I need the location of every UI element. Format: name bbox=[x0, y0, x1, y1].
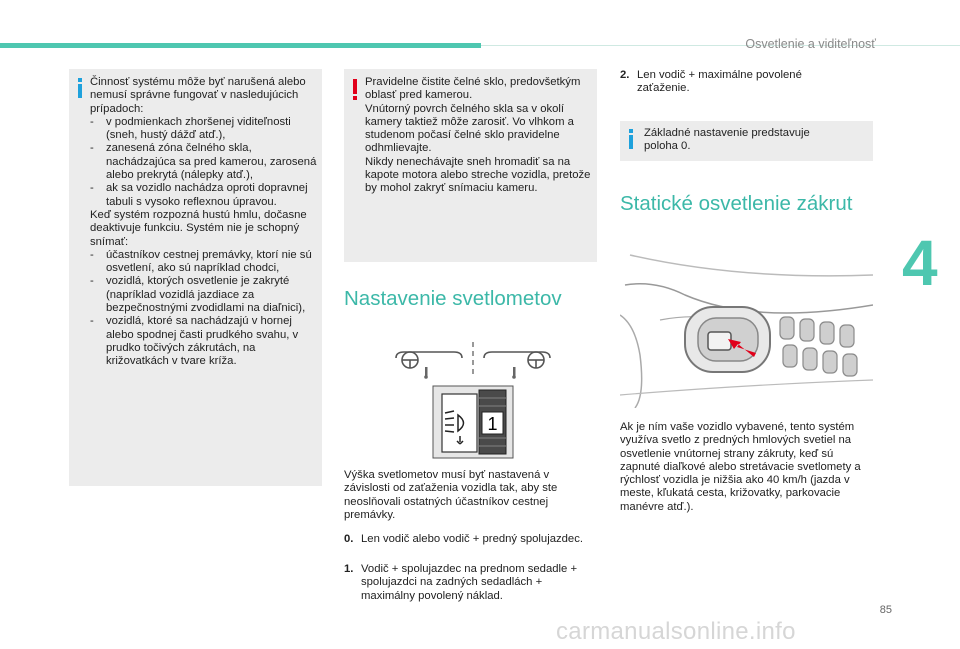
list-item-text: Len vodič + maximálne povolené zaťaženie. bbox=[637, 69, 802, 95]
list-item-number: 2. bbox=[620, 69, 630, 81]
steering-wheel-icon-right bbox=[484, 352, 550, 368]
steering-wheel-icon-left bbox=[396, 352, 462, 368]
warning-text bbox=[365, 76, 593, 196]
static-cornering-description: Ak je ním vaše vozidlo vybavené, tento systém využíva svetlo z predných hmlových svetiel na osvetlenie vnútornej strany zákruty, keď sú zapnuté diaľkové alebo stretávacie svetlomety a rýchlosť vozidla je nižšia ako 40 km/h (jazda v meste, kľukatá cesta, križovatky, parkovacie manévre atď.). bbox=[620, 421, 861, 513]
section-title: Osvetlenie a viditeľnosť bbox=[745, 37, 876, 51]
heading-static-cornering: Statické osvetlenie zákrut bbox=[620, 192, 853, 215]
list-item: - ak sa vozidlo nachádza oproti dopravnej tabuli s vysoko reflexnou úpravou. bbox=[90, 182, 318, 209]
info-box-default-position bbox=[620, 121, 873, 161]
info-middle: Keď systém rozpozná hustú hmlu, dočasne deaktivuje funkciu. Systém nie je schopný snímať: bbox=[90, 208, 307, 248]
list-item: - vozidlá, ktoré sa nachádzajú v hornej alebo spodnej časti prudkého svahu, v prudko točivých zákrutách, na križovatkách v tvare kríža. bbox=[90, 315, 318, 368]
warning-text-3: Nikdy nenechávajte sneh hromadiť sa na kapote motora alebo streche vozidla, pretože by mohol zakryť snímaciu kameru. bbox=[365, 155, 591, 195]
heading-headlight-adjustment: Nastavenie svetlometov bbox=[344, 287, 562, 310]
warning-text-2: Vnútorný povrch čelného skla sa v okolí kamery taktiež môže zarosiť. Vo vlhkom a studenom počasí čelné sklo pravidelne odhmlievajte. bbox=[365, 102, 574, 155]
fog-light-photo bbox=[620, 245, 873, 408]
list-item: - v podmienkach zhoršenej viditeľnosti (sneh, hustý dážď atď.), bbox=[90, 116, 318, 143]
info-intro: Činnosť systému môže byť narušená alebo nemusí správne fungovať v nasledujúcich prípadoch: bbox=[90, 76, 306, 115]
watermark: carmanualsonline.info bbox=[556, 618, 796, 645]
list-item: - účastníkov cestnej premávky, ktorí nie sú osvetlení, ako sú napríklad chodci, bbox=[90, 249, 318, 276]
list-item-number: 0. bbox=[344, 533, 354, 545]
list-item bbox=[620, 69, 850, 96]
info-icon bbox=[629, 135, 633, 149]
warning-icon bbox=[353, 79, 357, 94]
headlight-description: Výška svetlometov musí byť nastavená v závislosti od zaťaženia vozidla tak, aby ste neoslňovali ostatných účastníkov cestnej premávky. bbox=[344, 469, 558, 521]
info-icon bbox=[78, 84, 82, 98]
list-item bbox=[344, 533, 594, 546]
headlight-adjustment-illustration bbox=[388, 338, 558, 460]
warning-box-camera bbox=[344, 69, 597, 262]
list-item bbox=[344, 563, 594, 603]
page-number: 85 bbox=[879, 604, 892, 616]
warning-text-1: Pravidelne čistite čelné sklo, predovšetkým oblasť pred kamerou. bbox=[365, 76, 581, 102]
chapter-number: 4 bbox=[902, 227, 938, 299]
info-box-text bbox=[90, 76, 318, 369]
list-item-number: 1. bbox=[344, 563, 354, 575]
dial-value: 1 bbox=[487, 414, 498, 434]
list-item-text: Len vodič alebo vodič + predný spolujazdec. bbox=[361, 533, 584, 545]
header-rule bbox=[481, 45, 960, 46]
info-box-limitations bbox=[69, 69, 322, 486]
list-item-text: Vodič + spolujazdec na prednom sedadle + spolujazdci na zadných sedadlách + maximálny povolený náklad. bbox=[361, 563, 578, 602]
list-item: - zanesená zóna čelného skla, nachádzajúca sa pred kamerou, zarosená alebo prekrytá (nálepky atď.), bbox=[90, 142, 318, 182]
info-box-2-text: Základné nastavenie predstavuje poloha 0. bbox=[644, 127, 810, 153]
list-item: - vozidlá, ktorých osvetlenie je zakryté (napríklad vozidlá jazdiace za bezpečnostnými zvodidlami na diaľnici), bbox=[90, 275, 318, 315]
header-accent-bar bbox=[0, 43, 481, 48]
